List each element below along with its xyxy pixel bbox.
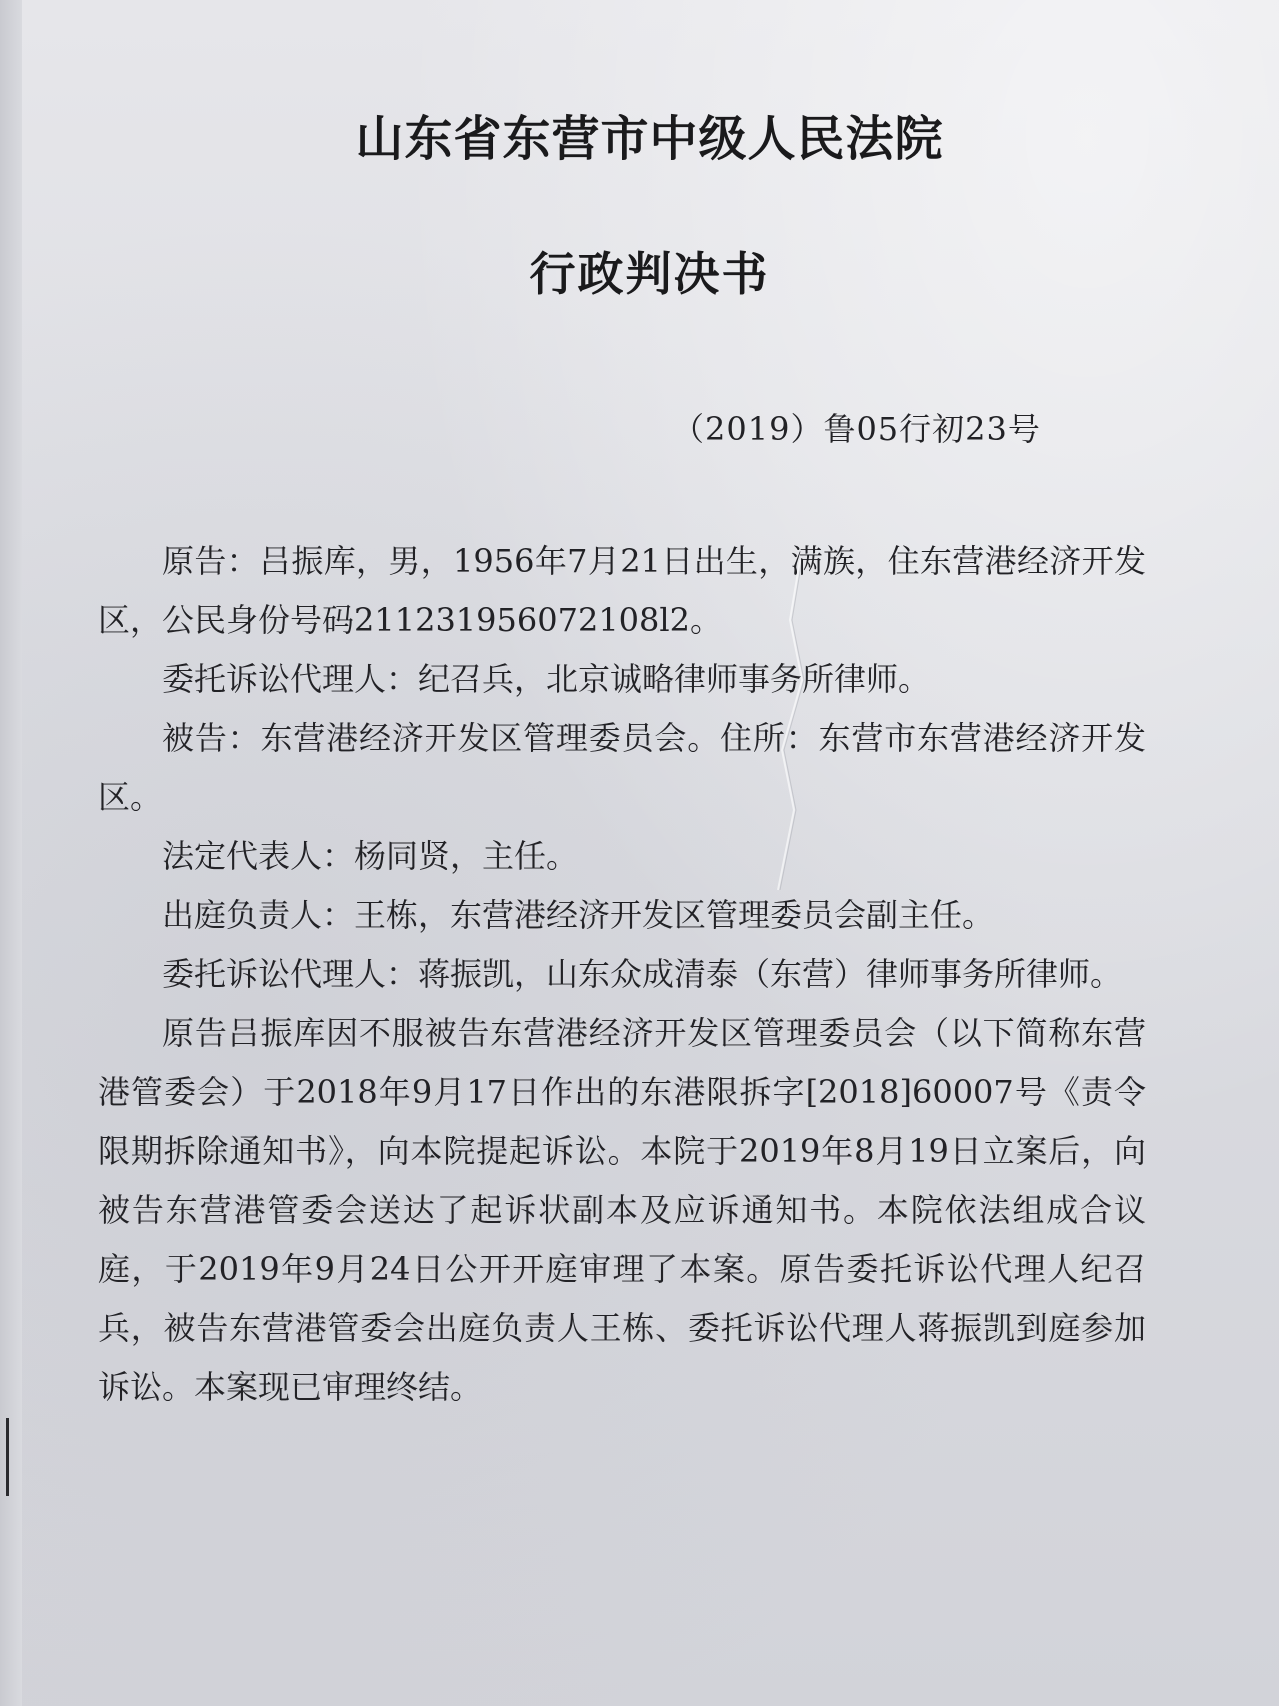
- defendant-agent-paragraph: 委托诉讼代理人：蒋振凯，山东众成清泰（东营）律师事务所律师。: [162, 955, 1123, 993]
- case-background-paragraph: 原告吕振库因不服被告东营港经济开发区管理委员会（以下简称东营港管委会）于2018年9月17日作出的东港限拆字[2018]60007号《责令限期拆除通知书》，向本院提起诉讼。本院于2019年8月19日立案后，向被告东营港管委会送达了起诉状副本及应诉通知书。本院依法组成合议庭，于2019年9月24日公开开庭审理了本案。原告委托诉讼代理人纪召兵，被告东营港管委会出庭负责人王栋、委托诉讼代理人蒋振凯到庭参加诉讼。本案现已审理终结。: [98, 1014, 1146, 1406]
- plaintiff-agent-paragraph: 委托诉讼代理人：纪召兵，北京诚略律师事务所律师。: [162, 660, 931, 698]
- defendant-paragraph: 被告：东营港经济开发区管理委员会。住所：东营市东营港经济开发区。: [98, 719, 1146, 816]
- plaintiff-paragraph: 原告：吕振库，男，1956年7月21日出生，满族，住东营港经济开发区，公民身份号码211231956072108l2。: [98, 542, 1146, 639]
- margin-mark: [6, 1418, 9, 1496]
- case-number: （2019）鲁05行初23号: [672, 410, 1041, 448]
- legal-representative-paragraph: 法定代表人：杨同贤，主任。: [162, 837, 579, 875]
- document-body: [98, 532, 1146, 1417]
- court-name: 山东省东营市中级人民法院: [355, 111, 944, 167]
- document-type-title: 行政判决书: [529, 247, 770, 301]
- responsible-person-paragraph: 出庭负责人：王栋，东营港经济开发区管理委员会副主任。: [162, 896, 995, 934]
